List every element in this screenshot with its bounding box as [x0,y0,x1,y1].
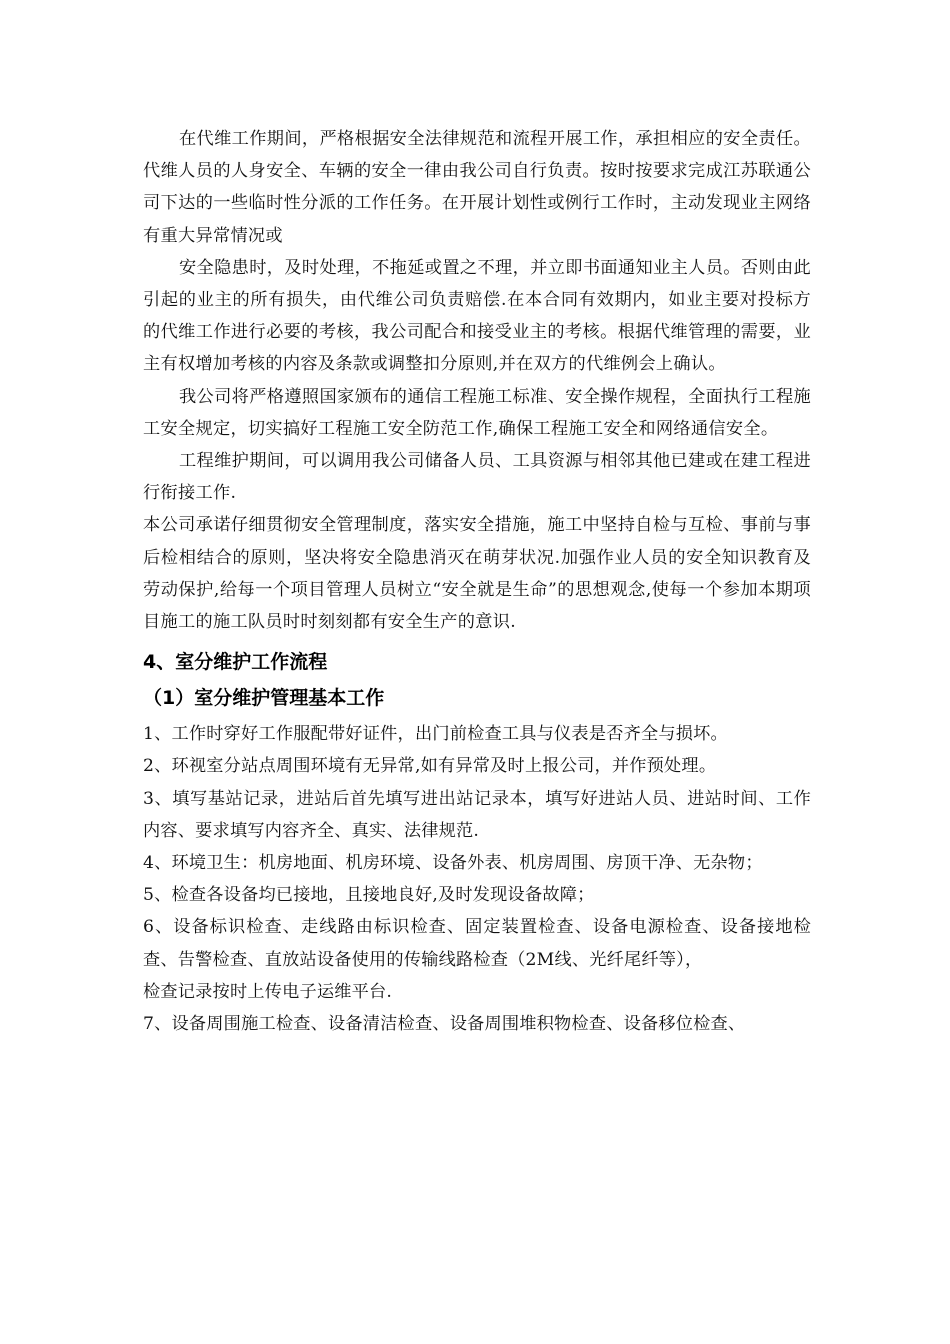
paragraph-construction-standards: 我公司将严格遵照国家颁布的通信工程施工标准、安全操作规程，全面执行工程施工安全规定，切实搞好工程施工安全防范工作,确保工程施工安全和网络通信安全。 [143,386,811,439]
list-item: 5、检查各设备均已接地，且接地良好,及时发现设备故障； [143,885,595,906]
list-item: 1、工作时穿好工作服配带好证件，出门前检查工具与仪表是否齐全与损坏。 [143,724,728,745]
document-body [143,123,811,1040]
list-item: 3、填写基站记录，进站后首先填写进出站记录本，填写好进站人员、进站时间、工作内容、要求填写内容齐全、真实、法律规范. [143,788,811,841]
paragraph-safety-commitment: 本公司承诺仔细贯彻安全管理制度，落实安全措施，施工中坚持自检与互检、事前与事后检相结合的原则，坚决将安全隐患消灭在萌芽状况.加强作业人员的安全知识教育及劳动保护,给每一个项目管理人员树立“安全就是生命”的思想观念,使每一个参加本期项目施工的施工队员时时刻刻都有安全生产的意识. [143,515,811,633]
paragraph-resource-dispatch: 工程维护期间，可以调用我公司储备人员、工具资源与相邻其他已建或在建工程进行衔接工作. [143,451,811,504]
list-item: 检查记录按时上传电子运维平台. [143,981,393,1002]
list-item: 6、设备标识检查、走线路由标识检查、固定装置检查、设备电源检查、设备接地检查、告警检查、直放站设备使用的传输线路检查（2M线、光纤尾纤等）， [143,917,811,970]
section-heading: 4、室分维护工作流程 [143,651,328,674]
paragraph-maintenance-safety: 在代维工作期间，严格根据安全法律规范和流程开展工作，承担相应的安全责任。代维人员的人身安全、车辆的安全一律由我公司自行负责。按时按要求完成江苏联通公司下达的一些临时性分派的工作任务。在开展计划性或例行工作时，主动发现业主网络有重大异常情况或 [143,129,811,246]
list-item: 7、设备周围施工检查、设备清洁检查、设备周围堆积物检查、设备移位检查、 [143,1014,746,1035]
subsection-heading: （1）室分维护管理基本工作 [143,687,385,710]
paragraph-hazard-handling: 安全隐患时，及时处理，不拖延或置之不理，并立即书面通知业主人员。否则由此引起的业主的所有损失，由代维公司负责赔偿.在本合同有效期内，如业主要对投标方的代维工作进行必要的考核，我公司配合和接受业主的考核。根据代维管理的需要，业主有权增加考核的内容及条款或调整扣分原则,并在双方的代维例会上确认。 [143,257,811,375]
list-item: 2、环视室分站点周围环境有无异常,如有异常及时上报公司，并作预处理。 [143,756,717,777]
list-item: 4、环境卫生：机房地面、机房环境、设备外表、机房周围、房顶干净、无杂物； [143,853,763,874]
